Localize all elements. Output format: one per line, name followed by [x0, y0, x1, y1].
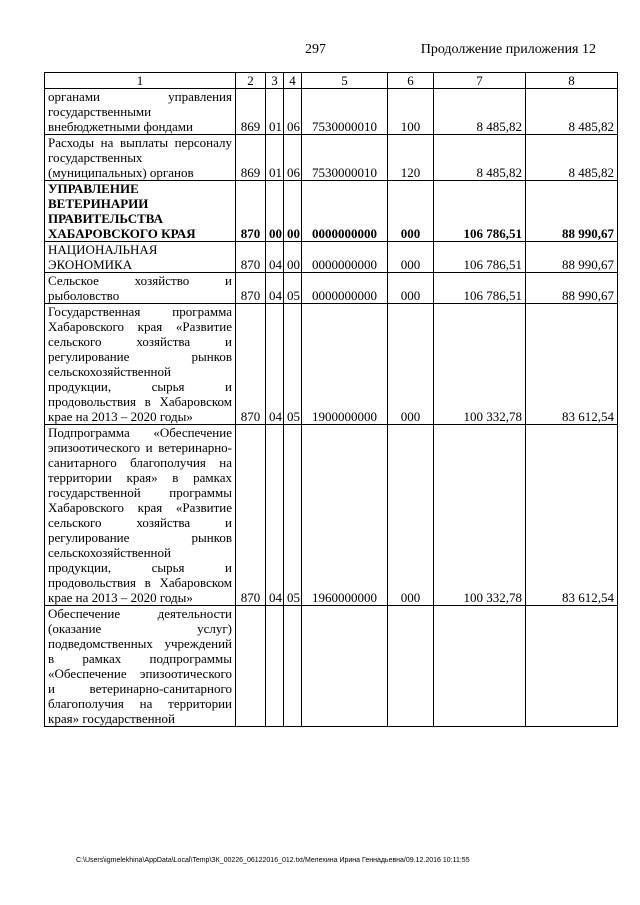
expense-type-cell: 000 — [388, 304, 434, 425]
table-row — [45, 425, 618, 606]
row-name-cell: НАЦИОНАЛЬНАЯ ЭКОНОМИКА — [45, 242, 236, 273]
gr-code-cell: 870 — [236, 273, 266, 304]
expense-type-cell: 120 — [388, 135, 434, 181]
column-number: 6 — [388, 73, 434, 89]
section-code-cell: 04 — [266, 242, 284, 273]
file-path-footer: C:\Users\igmelekhina\AppData\Local\Temp\ЗК_00226_06122016_012.txt/Мелехина Ирина Геннадьевна/09.12.2016 10:11:55 — [76, 857, 470, 864]
expense-type-cell: 000 — [388, 273, 434, 304]
section-code-cell: 00 — [266, 181, 284, 242]
budget-table — [44, 72, 618, 727]
target-article-cell: 0000000000 — [302, 242, 388, 273]
gr-code-cell: 869 — [236, 135, 266, 181]
row-name-cell: Обеспечение деятельности (оказание услуг) подведомственных учреждений в рамках подпрограммы «Обеспечение эпизоотического и ветеринарно-санитарного благополучия на территории края» государственной — [45, 606, 236, 727]
row-name-cell: Расходы на выплаты персоналу государственных (муниципальных) органов — [45, 135, 236, 181]
column-number: 4 — [284, 73, 302, 89]
section-code-cell: 04 — [266, 273, 284, 304]
table-row — [45, 89, 618, 135]
section-code-cell: 04 — [266, 304, 284, 425]
gr-code-cell: 870 — [236, 181, 266, 242]
amount-year1-cell: 100 332,78 — [434, 304, 526, 425]
amount-year1-cell: 106 786,51 — [434, 273, 526, 304]
column-number: 7 — [434, 73, 526, 89]
expense-type-cell: 100 — [388, 89, 434, 135]
subsection-code-cell: 05 — [284, 273, 302, 304]
amount-year2-cell: 8 485,82 — [526, 135, 618, 181]
table-row — [45, 135, 618, 181]
gr-code-cell: 870 — [236, 304, 266, 425]
amount-year2-cell: 88 990,67 — [526, 273, 618, 304]
expense-type-cell: 000 — [388, 425, 434, 606]
amount-year2-cell: 88 990,67 — [526, 242, 618, 273]
amount-year2-cell — [526, 606, 618, 727]
column-number: 1 — [45, 73, 236, 89]
gr-code-cell: 869 — [236, 89, 266, 135]
row-name-cell: УПРАВЛЕНИЕ ВЕТЕРИНАРИИ ПРАВИТЕЛЬСТВА ХАБАРОВСКОГО КРАЯ — [45, 181, 236, 242]
subsection-code-cell: 06 — [284, 135, 302, 181]
row-name-cell: Подпрограмма «Обеспечение эпизоотического и ветеринарно-санитарного благополучия на территории края» в рамках государственной программы Хабаровского края «Развитие сельского хозяйства и регулирование рынков сельскохозяйственной продукции, сырья и продовольствия в Хабаровском крае на 2013 – 2020 годы» — [45, 425, 236, 606]
appendix-continuation-label: Продолжение приложения 12 — [420, 42, 596, 57]
amount-year1-cell: 106 786,51 — [434, 242, 526, 273]
target-article-cell: 7530000010 — [302, 89, 388, 135]
target-article-cell: 1960000000 — [302, 425, 388, 606]
amount-year1-cell: 8 485,82 — [434, 135, 526, 181]
row-name-cell: Государственная программа Хабаровского края «Развитие сельского хозяйства и регулирование рынков сельскохозяйственной продукции, сырья и продовольствия в Хабаровском крае на 2013 – 2020 годы» — [45, 304, 236, 425]
page-number: 297 — [305, 42, 326, 57]
table-row — [45, 304, 618, 425]
row-name-cell: Сельское хозяйство и рыболовство — [45, 273, 236, 304]
subsection-code-cell — [284, 606, 302, 727]
expense-type-cell: 000 — [388, 181, 434, 242]
subsection-code-cell: 06 — [284, 89, 302, 135]
amount-year2-cell: 88 990,67 — [526, 181, 618, 242]
target-article-cell: 0000000000 — [302, 181, 388, 242]
subsection-code-cell: 00 — [284, 181, 302, 242]
table-row — [45, 242, 618, 273]
section-code-cell — [266, 606, 284, 727]
gr-code-cell: 870 — [236, 425, 266, 606]
gr-code-cell: 870 — [236, 242, 266, 273]
amount-year2-cell: 83 612,54 — [526, 425, 618, 606]
row-name-cell: органами управления государственными внебюджетными фондами — [45, 89, 236, 135]
table-row — [45, 181, 618, 242]
amount-year1-cell: 8 485,82 — [434, 89, 526, 135]
amount-year1-cell: 100 332,78 — [434, 425, 526, 606]
table-row — [45, 606, 618, 727]
column-number: 5 — [302, 73, 388, 89]
target-article-cell — [302, 606, 388, 727]
column-number: 3 — [266, 73, 284, 89]
subsection-code-cell: 05 — [284, 304, 302, 425]
table-row — [45, 273, 618, 304]
section-code-cell: 04 — [266, 425, 284, 606]
subsection-code-cell: 00 — [284, 242, 302, 273]
column-number: 8 — [526, 73, 618, 89]
section-code-cell: 01 — [266, 89, 284, 135]
expense-type-cell — [388, 606, 434, 727]
column-number-row — [45, 73, 618, 89]
target-article-cell: 7530000010 — [302, 135, 388, 181]
target-article-cell: 0000000000 — [302, 273, 388, 304]
amount-year2-cell: 8 485,82 — [526, 89, 618, 135]
gr-code-cell — [236, 606, 266, 727]
target-article-cell: 1900000000 — [302, 304, 388, 425]
subsection-code-cell: 05 — [284, 425, 302, 606]
column-number: 2 — [236, 73, 266, 89]
section-code-cell: 01 — [266, 135, 284, 181]
expense-type-cell: 000 — [388, 242, 434, 273]
amount-year1-cell: 106 786,51 — [434, 181, 526, 242]
amount-year2-cell: 83 612,54 — [526, 304, 618, 425]
amount-year1-cell — [434, 606, 526, 727]
